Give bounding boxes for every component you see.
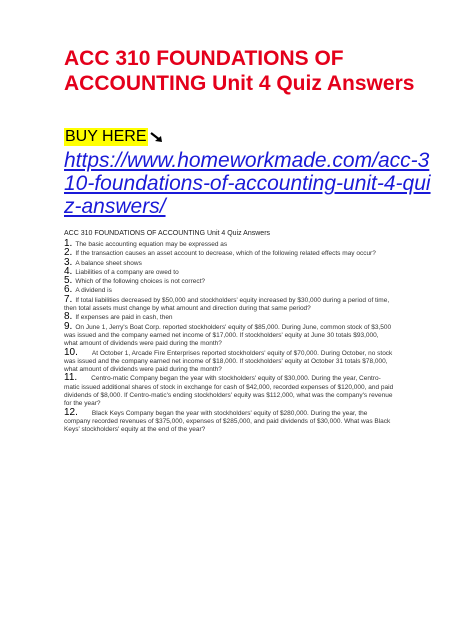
question-number: 9. [64, 320, 73, 332]
question-number: 1. [64, 238, 73, 249]
question-item [64, 277, 394, 286]
question-item [64, 293, 394, 314]
question-text: Liabilities of a company are owed to [75, 268, 179, 276]
question-text: On June 1, Jerry's Boat Corp. reported stockholders' equity of $85,000. During June, common stock of $3,500 was issued and the company earned net income of $17,000. If stockholders' equity at June 30 totals $93,000, what amount of dividends were paid during the month? [64, 323, 392, 348]
document-title: ACC 310 FOUNDATIONS OF ACCOUNTING Unit 4 Quiz Answers [64, 47, 415, 95]
question-text: Centro-matic Company began the year with stockholders' equity of $30,000. During the year, Centro-matic issued additional shares of stock in exchange for cash of $42,000, recorded expenses of $120,000, and paid dividends of $8,000. If Centro-matic's ending stockholders' equity was $112,000, what was the company's revenue for the year? [64, 375, 394, 408]
question-text: If the transaction causes an asset account to decrease, which of the following related effects may occur? [75, 250, 376, 258]
product-link[interactable]: https://www.homeworkmade.com/acc-310-foundations-of-accounting-unit-4-quiz-answers/ [64, 149, 431, 218]
question-number: 10. [64, 346, 78, 358]
question-item [64, 406, 394, 435]
buy-here-callout [64, 128, 165, 146]
question-number: 11. [64, 372, 78, 384]
question-item [64, 256, 394, 268]
arrow-down-right-icon [149, 130, 165, 144]
question-number: 5. [64, 275, 73, 287]
question-item [64, 346, 394, 375]
document-subtitle: ACC 310 FOUNDATIONS OF ACCOUNTING Unit 4 Quiz Answers [64, 230, 271, 237]
question-item [64, 320, 394, 349]
question-number: 4. [64, 265, 73, 277]
question-list [64, 240, 394, 435]
question-number: 3. [64, 256, 73, 268]
question-text: If expenses are paid in cash, then [75, 314, 173, 322]
question-number: 6. [64, 284, 73, 296]
question-text: Black Keys Company began the year with stockholders' equity of $280,000. During the year, the company recorded revenues of $375,000, expenses of $285,000, and paid dividends of $30,000. What was Black Keys' stockholders' equity at the end of the year? [64, 409, 391, 434]
question-item [64, 374, 394, 408]
question-text: At October 1, Arcade Fire Enterprises reported stockholders' equity of $70,000. During October, no stock was issued and the company earned net income of $18,000. If stockholders' equity at October 31 totals $78,000, what amount of dividends were paid during the month? [64, 349, 393, 374]
question-item [64, 265, 394, 277]
question-item [64, 286, 394, 295]
question-text: The basic accounting equation may be expressed as [75, 241, 228, 248]
question-text: If total liabilities decreased by $50,000 and stockholders' equity increased by $30,000 during a period of time, then total assets must change by what amount and direction during that same period? [64, 296, 390, 313]
question-item [64, 313, 394, 322]
buy-here-label: BUY HERE [65, 128, 147, 145]
question-item [64, 249, 394, 258]
question-number: 8. [64, 311, 73, 323]
question-text: A dividend is [75, 287, 112, 295]
question-text: Which of the following choices is not correct? [75, 278, 206, 286]
question-number: 12. [64, 406, 78, 418]
question-item [64, 240, 394, 249]
question-number: 2. [64, 247, 73, 259]
question-text: A balance sheet shows [75, 259, 142, 267]
question-number: 7. [64, 293, 73, 305]
